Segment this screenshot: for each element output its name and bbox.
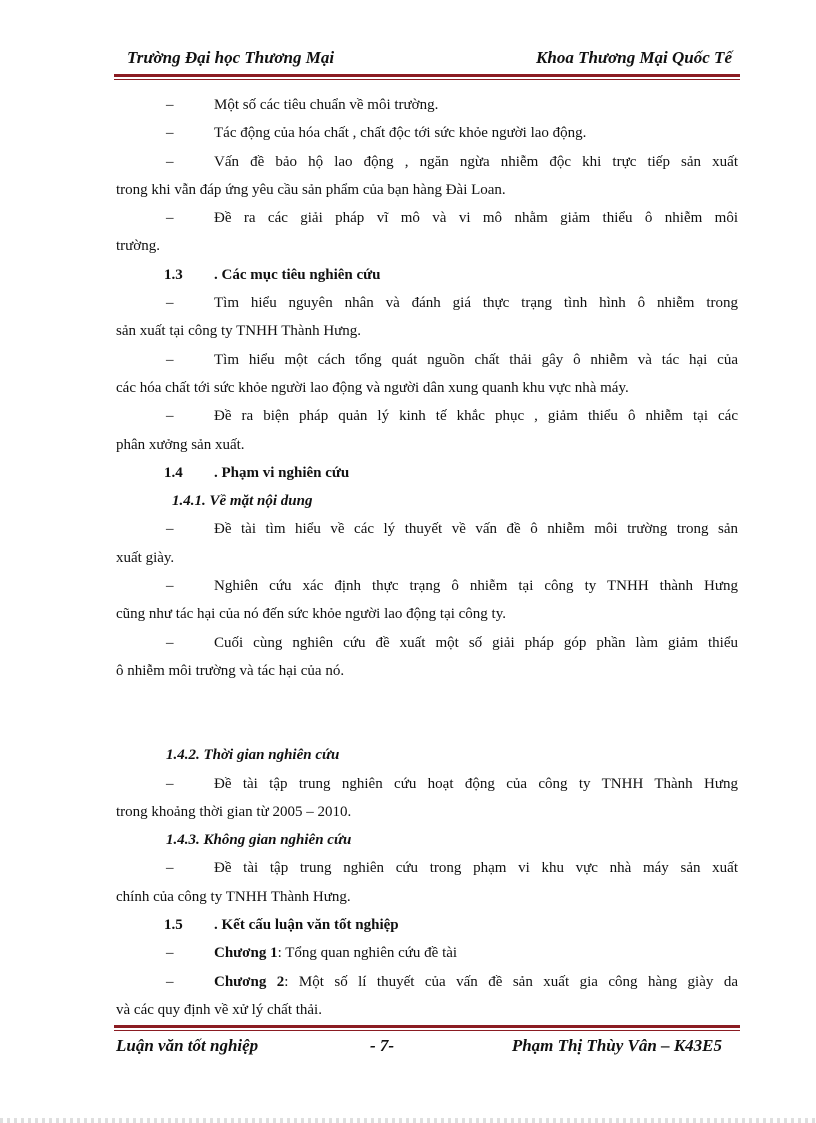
- list-item: – Cuối cùng nghiên cứu đề xuất một số giải pháp góp phần làm giảm thiểu: [166, 634, 738, 651]
- list-item: – Tìm hiểu nguyên nhân và đánh giá thực trạng tình hình ô nhiễm trong: [166, 295, 738, 312]
- subsection-heading-1-4-3: 1.4.3. Không gian nghiên cứu: [166, 832, 352, 849]
- list-item-continuation: trường.: [116, 238, 160, 255]
- list-item-continuation: các hóa chất tới sức khỏe người lao động và người dân xung quanh khu vực nhà máy.: [116, 379, 629, 396]
- section-heading-1-3: 1.3 . Các mục tiêu nghiên cứu: [164, 266, 381, 283]
- spacer: [116, 685, 738, 741]
- subsection-heading-1-4-2: 1.4.2. Thời gian nghiên cứu: [166, 747, 340, 764]
- list-item: – Chương 1: Tổng quan nghiên cứu đề tài: [166, 945, 458, 962]
- footer-rule: [114, 1025, 740, 1031]
- list-item: – Tìm hiểu một cách tổng quát nguồn chất thải gây ô nhiễm và tác hại của: [166, 351, 738, 368]
- list-item: – Đề tài tập trung nghiên cứu trong phạm vi khu vực nhà máy sản xuất: [166, 860, 738, 877]
- section-heading-1-5: 1.5 . Kết cấu luận văn tốt nghiệp: [164, 917, 399, 934]
- list-item-continuation: xuất giày.: [116, 549, 175, 566]
- page-number: - 7-: [370, 1036, 395, 1055]
- header-rule: [114, 74, 740, 80]
- list-item: – Một số các tiêu chuẩn về môi trường.: [166, 97, 439, 113]
- footer-author: Phạm Thị Thùy Vân – K43E5: [511, 1036, 722, 1055]
- list-item: – Đề tài tập trung nghiên cứu hoạt động của công ty TNHH Thành Hưng: [166, 775, 738, 792]
- subsection-heading-1-4-1: 1.4.1. Về mặt nội dung: [172, 493, 313, 510]
- list-item: – Nghiên cứu xác định thực trạng ô nhiễm tại công ty TNHH thành Hưng: [166, 578, 738, 595]
- list-item-continuation: và các quy định về xử lý chất thải.: [116, 1001, 322, 1018]
- list-item-continuation: phân xưởng sản xuất.: [116, 436, 245, 453]
- scan-edge: [0, 1118, 816, 1123]
- list-item-continuation: sản xuất tại công ty TNHH Thành Hưng.: [116, 323, 362, 340]
- page-footer: [114, 1036, 740, 1060]
- footer-title: Luận văn tốt nghiệp: [116, 1036, 259, 1055]
- list-item-continuation: ô nhiễm môi trường và tác hại của nó.: [116, 662, 345, 679]
- document-body: [116, 91, 738, 1024]
- list-item: – Chương 2: Một số lí thuyết của vấn đề sản xuất gia công hàng giày da: [166, 973, 738, 990]
- list-item: – Đề ra các giải pháp vĩ mô và vi mô nhằm giảm thiểu ô nhiễm môi: [166, 210, 738, 227]
- list-item: – Vấn đề bảo hộ lao động , ngăn ngừa nhiễm độc khi trực tiếp sản xuất: [166, 153, 738, 170]
- list-item-continuation: trong khi vẫn đáp ứng yêu cầu sản phẩm của bạn hàng Đài Loan.: [116, 181, 506, 198]
- header-university: Trường Đại học Thương Mại: [127, 48, 335, 67]
- page-header: [127, 48, 732, 72]
- list-item-continuation: cũng như tác hại của nó đến sức khỏe người lao động tại công ty.: [116, 606, 506, 623]
- header-faculty: Khoa Thương Mại Quốc Tế: [536, 48, 732, 67]
- list-item-continuation: chính của công ty TNHH Thành Hưng.: [116, 888, 351, 905]
- list-item: – Đề ra biện pháp quản lý kinh tế khắc phục , giảm thiểu ô nhiễm tại các: [166, 408, 738, 425]
- section-heading-1-4: 1.4 . Phạm vi nghiên cứu: [164, 464, 350, 481]
- list-item: – Đề tài tìm hiểu về các lý thuyết về vấn đề ô nhiễm môi trường trong sản: [166, 521, 738, 538]
- list-item-continuation: trong khoảng thời gian từ 2005 – 2010.: [116, 803, 352, 820]
- list-item: – Tác động của hóa chất , chất độc tới sức khỏe người lao động.: [166, 125, 587, 142]
